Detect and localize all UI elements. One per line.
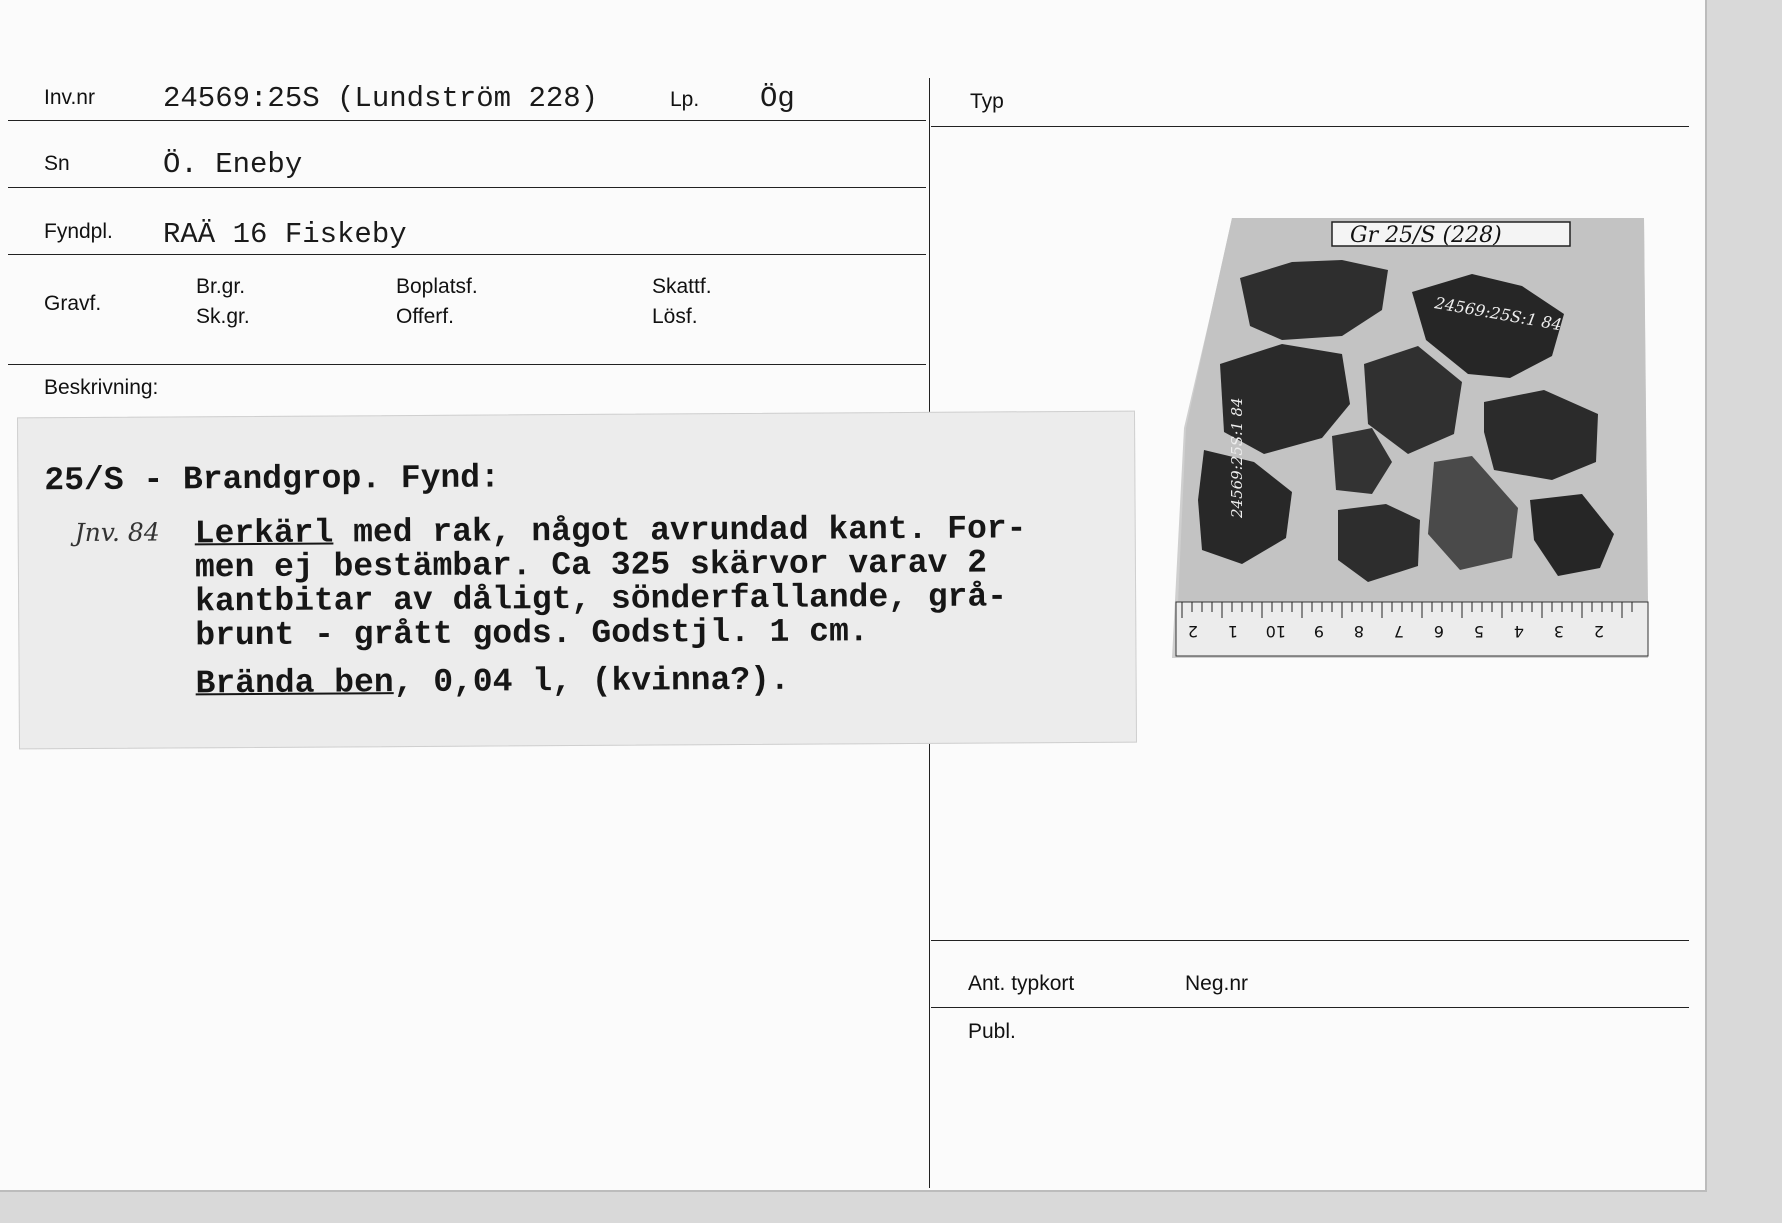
photo-label: Gr 25/S (228) bbox=[1350, 223, 1502, 248]
rule-typ bbox=[931, 126, 1689, 127]
item-branda-ben-text: , 0,04 l, (kvinna?). bbox=[393, 661, 790, 702]
rule-ant-typkort-bottom bbox=[931, 1007, 1689, 1008]
sn-value: Ö. Eneby bbox=[163, 148, 303, 181]
typ-label: Typ bbox=[970, 90, 1004, 113]
description-line-3: kantbitar av dåligt, sönderfallande, grå- bbox=[195, 578, 1008, 621]
svg-text:2: 2 bbox=[1187, 622, 1198, 641]
inv-label: Inv.nr bbox=[44, 86, 95, 109]
svg-text:6: 6 bbox=[1433, 622, 1444, 641]
svg-text:4: 4 bbox=[1513, 622, 1524, 641]
sherd-7-marking: 24569:25S:1 84 bbox=[1228, 397, 1246, 518]
description-line-4: brunt - grått gods. Godstjl. 1 cm. bbox=[195, 613, 869, 655]
item-lerkarl: Lerkärl bbox=[194, 514, 334, 553]
description-heading: 25/S - Brandgrop. Fynd: bbox=[44, 459, 500, 500]
publ-label: Publ. bbox=[968, 1020, 1016, 1043]
item-branda-ben: Brända ben bbox=[195, 664, 394, 703]
svg-text:3: 3 bbox=[1553, 622, 1564, 641]
skattf-label: Skattf. bbox=[652, 275, 712, 298]
lp-label: Lp. bbox=[670, 88, 700, 111]
skgr-label: Sk.gr. bbox=[196, 305, 250, 328]
description-slip bbox=[17, 411, 1137, 750]
svg-text:10: 10 bbox=[1265, 622, 1286, 641]
rule-fyndpl bbox=[8, 254, 926, 255]
rule-inv bbox=[8, 120, 926, 121]
beskrivning-label: Beskrivning: bbox=[44, 376, 159, 399]
boplatsf-label: Boplatsf. bbox=[396, 275, 478, 298]
brgr-label: Br.gr. bbox=[196, 275, 246, 298]
rule-sn bbox=[8, 187, 926, 188]
lp-value: Ög bbox=[760, 82, 795, 115]
fyndpl-label: Fyndpl. bbox=[44, 220, 113, 243]
svg-text:8: 8 bbox=[1353, 622, 1364, 641]
description-line-5 bbox=[195, 661, 790, 703]
gravf-label: Gravf. bbox=[44, 292, 102, 315]
sherds-photograph bbox=[1172, 218, 1652, 658]
description-line-2: men ej bestämbar. Ca 325 skärvor varav 2 bbox=[194, 544, 988, 587]
svg-text:1: 1 bbox=[1227, 622, 1238, 641]
rule-gravf bbox=[8, 364, 926, 365]
svg-text:2: 2 bbox=[1593, 622, 1604, 641]
losf-label: Lösf. bbox=[652, 305, 698, 328]
svg-text:5: 5 bbox=[1473, 622, 1484, 641]
item-lerkarl-text: med rak, något avrundad kant. For- bbox=[333, 510, 1027, 552]
svg-text:7: 7 bbox=[1393, 622, 1404, 641]
sn-label: Sn bbox=[44, 152, 70, 175]
sherd-2-marking: 24569:25S:1 84 bbox=[1433, 293, 1564, 335]
rule-ant-typkort-top bbox=[931, 940, 1689, 941]
svg-text:9: 9 bbox=[1313, 622, 1324, 641]
fyndpl-value: RAÄ 16 Fiskeby bbox=[163, 218, 407, 251]
negnr-label: Neg.nr bbox=[1185, 972, 1249, 995]
offerf-label: Offerf. bbox=[396, 305, 454, 328]
ant-typkort-label: Ant. typkort bbox=[968, 972, 1075, 995]
inventory-margin-note: Jnv. 84 bbox=[74, 517, 160, 548]
inv-value: 24569:25S (Lundström 228) bbox=[163, 82, 599, 115]
